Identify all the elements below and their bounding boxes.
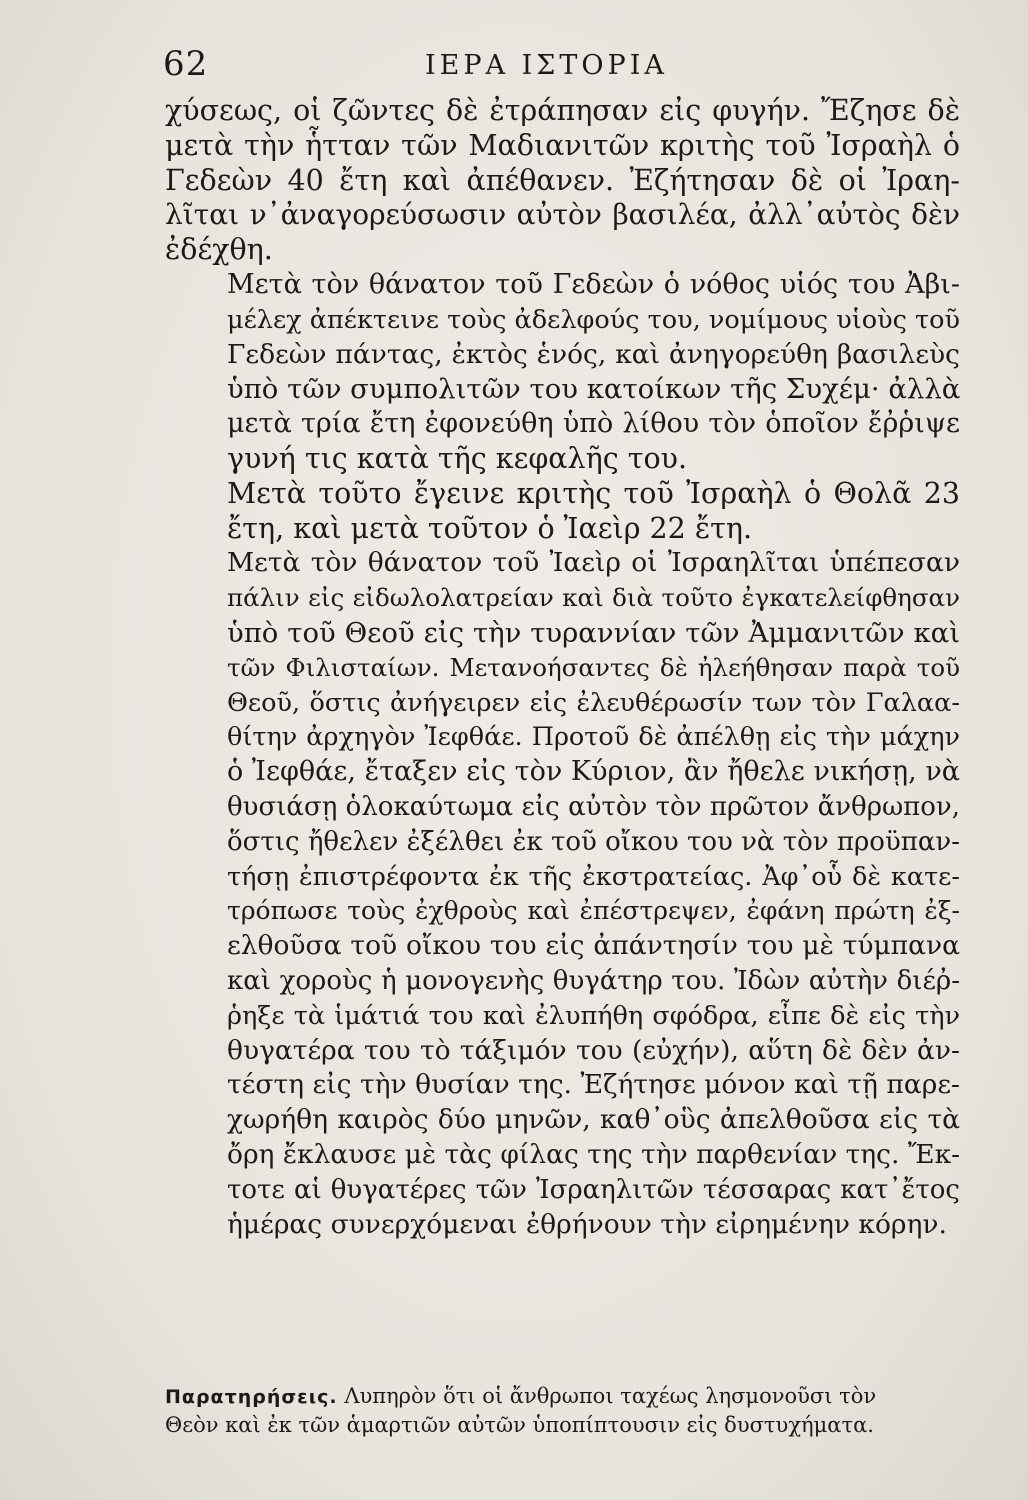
text-line: χύσεως, οἱ ζῶντες δὲ ἐτράπησαν εἰς φυγήν. Ἔζησε δὲ [165, 94, 960, 127]
text-line: τρόπωσε τοὺς ἐχθροὺς καὶ ἐπέστρεψεν, ἐφάνη πρώτη ἐξ- [227, 896, 960, 926]
text-line: ὄρη ἔκλαυσε μὲ τὰς φίλας της τὴν παρθενίαν της. Ἔκ- [227, 1138, 961, 1170]
text-line: ελθοῦσα τοῦ οἴκου του εἰς ἀπάντησίν του μὲ τύμπανα [227, 930, 960, 962]
text-line: χωρήθη καιρὸς δύο μηνῶν, καθ᾽οὓς ἀπελθοῦσα εἰς τὰ [227, 1104, 960, 1136]
text-line: τέστη εἰς τὴν θυσίαν της. Ἐζήτησε μόνον καὶ τῇ παρε- [227, 1069, 960, 1101]
text-line: Θεοῦ, ὅστις ἀνήγειρεν εἰς ἐλευθέρωσίν των τὸν Γαλαα- [227, 687, 960, 718]
text-line: ῥηξε τὰ ἱμάτιά του καὶ ἐλυπήθη σφόδρα, εἶπε δὲ εἰς τὴν [227, 1000, 960, 1031]
text-line: τήσῃ ἐπιστρέφοντα ἐκ τῆς ἐκστρατείας. Ἀφ᾽οὗ δὲ κατε- [227, 861, 960, 892]
text-line: Μετὰ τοῦτο ἔγεινε κριτὴς τοῦ Ἰσραὴλ ὁ Θολᾶ 23 [227, 476, 960, 510]
text-line: θίτην ἀρχηγὸν Ἰεφθάε. Προτοῦ δὲ ἀπέλθῃ εἰς τὴν μάχην [227, 722, 960, 753]
text-line: πάλιν εἰς εἰδωλολατρείαν καὶ διὰ τοῦτο ἐγκατελείφθησαν [227, 583, 960, 613]
notes-line-1 [165, 1382, 960, 1411]
text-line: τοτε αἱ θυγατέρες τῶν Ἰσραηλιτῶν τέσσαρας κατ᾽ἔτος [227, 1174, 960, 1205]
text-line: ὅστις ἤθελεν ἐξέλθει ἐκ τοῦ οἴκου του νὰ τὸν προϋπαν- [227, 826, 960, 857]
text-line: θυσιάσῃ ὁλοκαύτωμα εἰς αὐτὸν τὸν πρῶτον ἄνθρωπον, [227, 791, 960, 822]
paragraph [165, 94, 960, 268]
body-text [165, 94, 960, 1242]
notes-section [165, 1382, 960, 1439]
text-line: ὑπὸ τῶν συμπολιτῶν του κατοίκων τῆς Συχέμ· ἀλλὰ [227, 373, 961, 406]
text-line: γυνή τις κατὰ τῆς κεφαλῆς του. [227, 441, 688, 475]
text-line: Μετὰ τὸν θάνατον τοῦ Γεδεὼν ὁ νόθος υἱός του Ἀβι- [227, 268, 960, 300]
paragraph [165, 268, 960, 477]
text-line: καὶ χοροὺς ἡ μονογενὴς θυγάτηρ του. Ἰδὼν αὐτὴν διέῤ- [227, 965, 960, 996]
text-line: μέλεχ ἀπέκτεινε τοὺς ἀδελφούς του, νομίμους υἱοὺς τοῦ [227, 304, 960, 335]
paragraph [165, 546, 960, 1242]
text-line: ὁ Ἰεφθάε, ἔταξεν εἰς τὸν Κύριον, ἂν ἤθελε νικήσῃ, νὰ [227, 756, 960, 788]
page-header [163, 44, 963, 94]
paragraph [165, 477, 960, 547]
text-line: θυγατέρα του τὸ τάξιμόν του (εὐχήν), αὕτη δὲ δὲν ἀν- [227, 1034, 960, 1066]
text-line: ἡμέρας συνερχόμεναι ἐθρήνουν τὴν εἰρημένην κόρην. [227, 1208, 947, 1240]
text-line: λῖται ν᾽ἀναγορεύσωσιν αὐτὸν βασιλέα, ἀλλ᾽αὐτὸς δὲν [165, 198, 960, 232]
text-line: μετὰ τὴν ἧτταν τῶν Μαδιανιτῶν κριτὴς τοῦ Ἰσραὴλ ὁ [165, 128, 960, 162]
text-line: Γεδεὼν πάντας, ἐκτὸς ἑνός, καὶ ἀνηγορεύθη βασιλεὺς [227, 338, 960, 370]
text-line: ἔτη, καὶ μετὰ τοῦτον ὁ Ἰαεὶρ 22 ἔτη. [227, 511, 753, 545]
text-line: τῶν Φιλισταίων. Μετανοήσαντες δὲ ἠλεήθησαν παρὰ τοῦ [227, 652, 960, 682]
notes-text-1: Λυπηρὸν ὅτι οἱ ἄνθρωποι ταχέως λησμονοῦσι τὸν [344, 1384, 877, 1408]
text-line: ὑπὸ τοῦ Θεοῦ εἰς τὴν τυραννίαν τῶν Ἀμμανιτῶν καὶ [227, 616, 960, 649]
text-line: Γεδεὼν 40 ἔτη καὶ ἀπέθανεν. Ἐζήτησαν δὲ οἱ Ἰραη- [165, 163, 960, 197]
text-line: ἐδέχθη. [165, 233, 273, 267]
page-number: 62 [163, 44, 209, 84]
text-line: μετὰ τρία ἔτη ἐφονεύθη ὑπὸ λίθου τὸν ὁποῖον ἔῤῥιψε [227, 408, 960, 440]
notes-line-2: Θεὸν καὶ ἐκ τῶν ἁμαρτιῶν αὐτῶν ὑποπίπτουσιν εἰς δυστυχήματα. [165, 1413, 874, 1437]
running-title: ΙΕΡΑ ΙΣΤΟΡΙΑ [425, 50, 668, 81]
notes-label: Παρατηρήσεις. [165, 1386, 338, 1408]
text-line: Μετὰ τὸν θάνατον τοῦ Ἰαεὶρ οἱ Ἰσραηλῖται ὑπέπεσαν [227, 547, 960, 579]
